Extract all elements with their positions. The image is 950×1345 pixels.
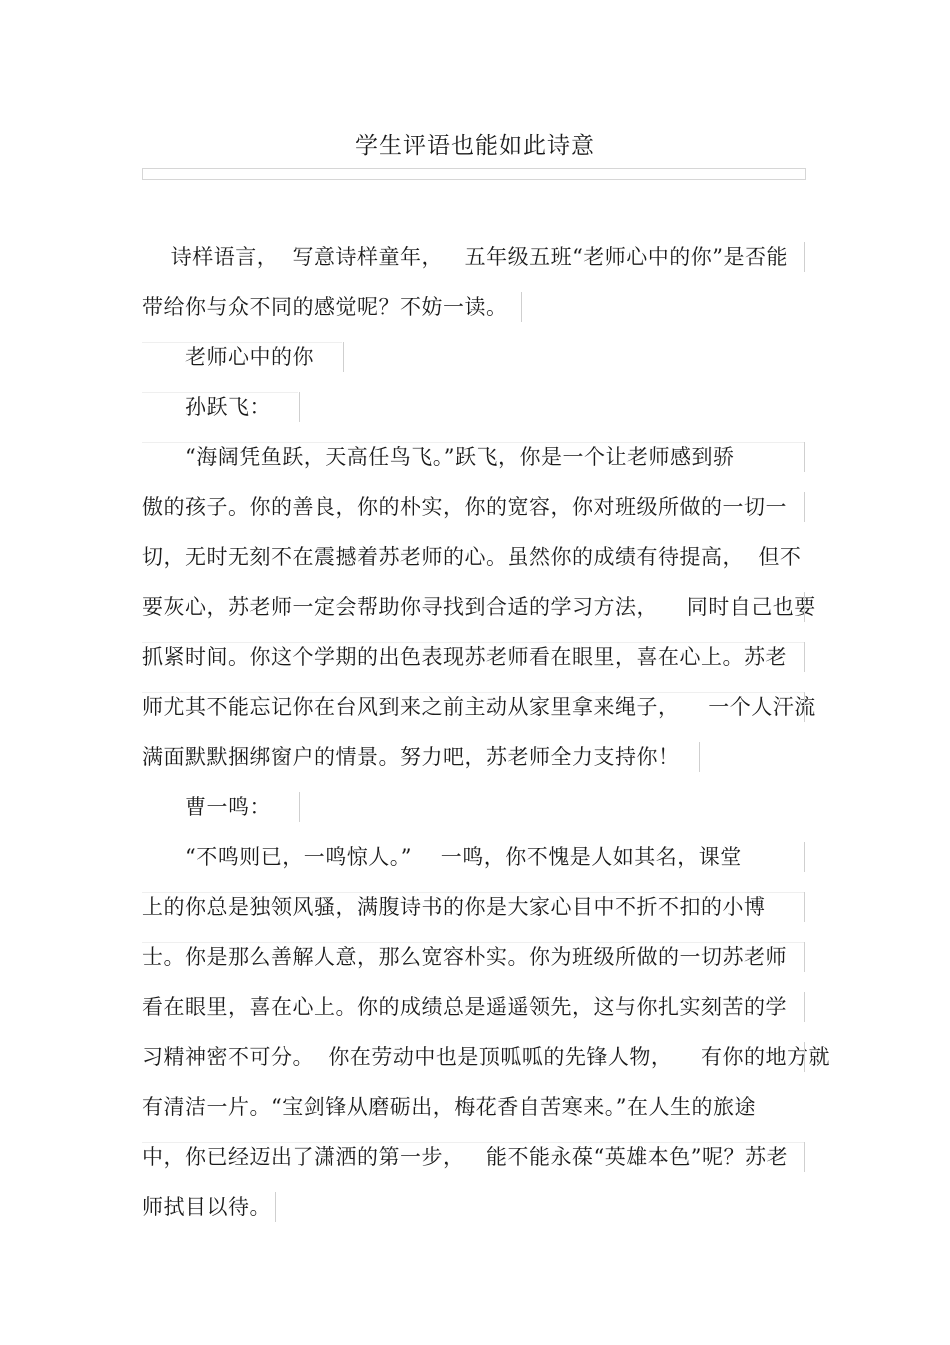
line-end-marker	[804, 492, 805, 522]
student-name: 曹一鸣：	[142, 795, 272, 819]
line-end-marker	[804, 242, 805, 272]
line-end-marker	[299, 792, 300, 822]
guide-line	[142, 942, 804, 943]
paragraph-line: 切，无时无刻不在震撼着苏老师的心。虽然你的成绩有待提高， 但不	[142, 545, 802, 569]
guide-line	[142, 692, 804, 693]
line-end-marker	[275, 1192, 276, 1222]
paragraph-line: “不鸣则已，一鸣惊人。” 一鸣，你不愧是人如其名，课堂	[142, 845, 742, 869]
line-end-marker	[699, 742, 700, 772]
line-end-marker	[521, 292, 522, 322]
line-end-marker	[343, 342, 344, 372]
paragraph-line: 带给你与众不同的感觉呢？不妨一读。	[142, 295, 508, 319]
line-end-marker	[804, 642, 805, 672]
guide-line	[142, 392, 298, 393]
guide-line	[142, 442, 804, 443]
paragraph-line: “海阔凭鱼跃，天高任鸟飞。”跃飞，你是一个让老师感到骄	[142, 445, 735, 469]
guide-line	[142, 642, 804, 643]
paragraph-line: 抓紧时间。你这个学期的出色表现苏老师看在眼里，喜在心上。苏老	[142, 645, 787, 669]
guide-line	[142, 1142, 804, 1143]
line-end-marker	[804, 892, 805, 922]
line-end-marker	[804, 992, 805, 1022]
line-end-marker	[804, 442, 805, 472]
guide-line	[142, 892, 804, 893]
paragraph-line: 满面默默捆绑窗户的情景。努力吧，苏老师全力支持你！	[142, 745, 680, 769]
title-underline	[142, 168, 806, 180]
paragraph-line: 有清洁一片。“宝剑锋从磨砺出，梅花香自苦寒来。”在人生的旅途	[142, 1095, 756, 1119]
paragraph-line: 看在眼里，喜在心上。你的成绩总是遥遥领先，这与你扎实刻苦的学	[142, 995, 787, 1019]
paragraph-line: 士。你是那么善解人意，那么宽容朴实。你为班级所做的一切苏老师	[142, 945, 787, 969]
line-end-marker	[299, 392, 300, 422]
line-end-marker	[804, 1042, 805, 1072]
paragraph-line: 习精神密不可分。 你在劳动中也是顶呱呱的先锋人物， 有你的地方就	[142, 1045, 831, 1069]
section-heading: 老师心中的你	[142, 345, 315, 369]
student-name: 孙跃飞：	[142, 395, 272, 419]
line-end-marker	[804, 692, 805, 722]
document-title: 学生评语也能如此诗意	[355, 133, 595, 159]
line-end-marker	[804, 942, 805, 972]
line-end-marker	[804, 1142, 805, 1172]
paragraph-line: 师尤其不能忘记你在台风到来之前主动从家里拿来绳子， 一个人汗流	[142, 695, 816, 719]
paragraph-line: 师拭目以待。	[142, 1195, 271, 1219]
paragraph-line: 中，你已经迈出了潇洒的第一步， 能不能永葆“英雄本色”呢？苏老	[142, 1145, 788, 1169]
paragraph-line: 上的你总是独领风骚，满腹诗书的你是大家心目中不折不扣的小博	[142, 895, 766, 919]
paragraph-line: 要灰心，苏老师一定会帮助你寻找到合适的学习方法， 同时自己也要	[142, 595, 816, 619]
paragraph-line: 傲的孩子。你的善良，你的朴实，你的宽容，你对班级所做的一切一	[142, 495, 787, 519]
line-end-marker	[804, 842, 805, 872]
guide-line	[142, 342, 342, 343]
line-end-marker	[804, 592, 805, 622]
paragraph-line: 诗样语言， 写意诗样童年， 五年级五班“老师心中的你”是否能	[142, 245, 789, 269]
